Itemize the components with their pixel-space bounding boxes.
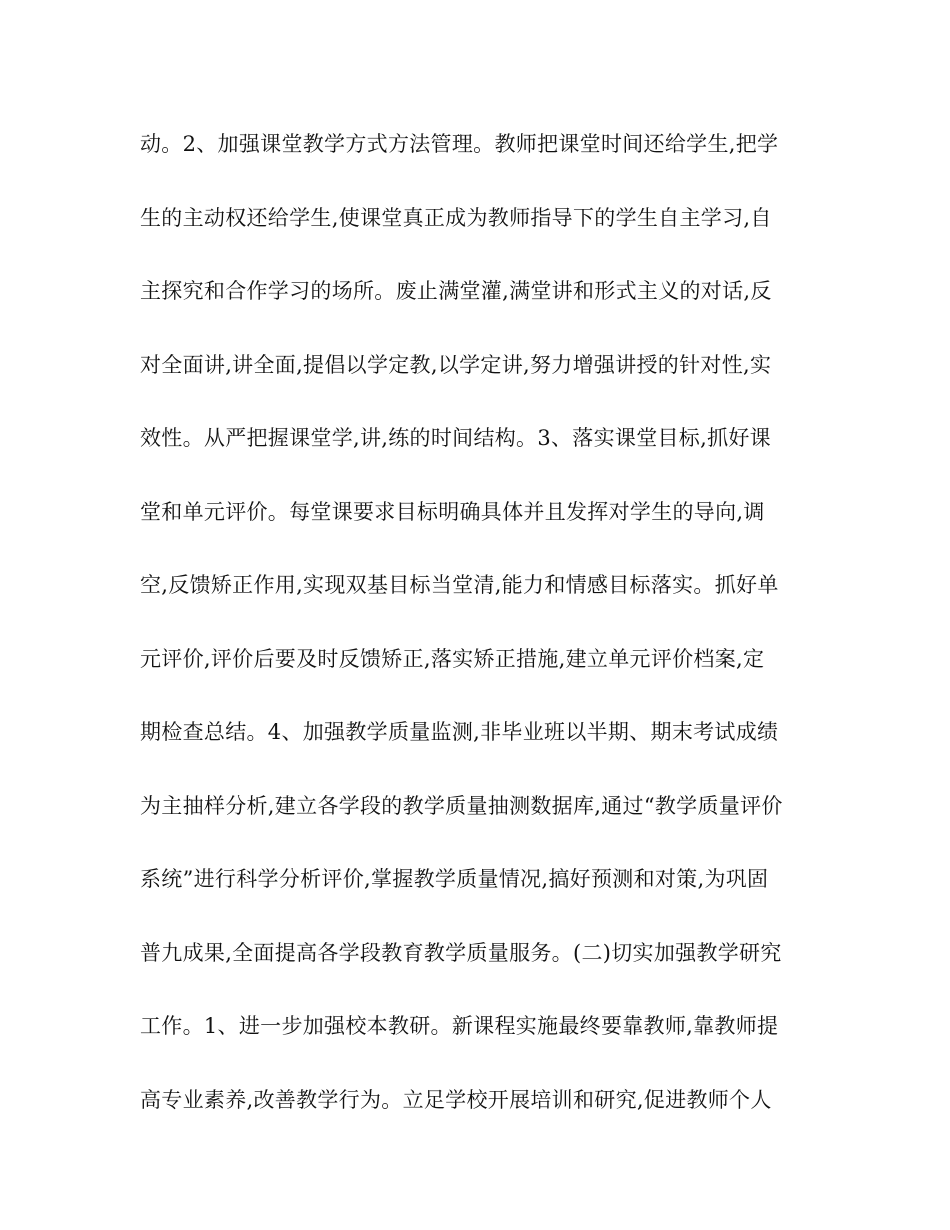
text-line: 期检查总结。4、加强教学质量监测,非毕业班以半期、期末考试成绩 (140, 720, 779, 744)
text-line: 高专业素养,改善教学行为。立足学校开展培训和研究,促进教师个人 (140, 1087, 772, 1112)
text-line: 效性。从严把握课堂学,讲,练的时间结构。3、落实课堂目标,抓好课 (140, 426, 771, 450)
text-line: 为主抽样分析,建立各学段的教学质量抽测数据库,通过“教学质量评价 (140, 793, 783, 818)
text-line: 元评价,评价后要及时反馈矫正,落实矫正措施,建立单元评价档案,定 (140, 646, 765, 671)
text-line: 空,反馈矫正作用,实现双基目标当堂清,能力和情感目标落实。抓好单 (140, 573, 779, 597)
text-line: 生的主动权还给学生,使课堂真正成为教师指导下的学生自主学习,自 (140, 205, 772, 230)
text-line: 动。2、加强课堂教学方式方法管理。教师把课堂时间还给学生,把学 (140, 132, 779, 156)
text-line: 普九成果,全面提高各学段教育教学质量服务。(二)切实加强教学研究 (140, 940, 782, 965)
text-line: 主探究和合作学习的场所。废止满堂灌,满堂讲和形式主义的对话,反 (140, 279, 772, 303)
text-line: 工作。1、进一步加强校本教研。新课程实施最终要靠教师,靠教师提 (140, 1014, 779, 1038)
text-line: 堂和单元评价。每堂课要求目标明确具体并且发挥对学生的导向,调 (140, 499, 765, 524)
text-line: 系统”进行科学分析评价,掌握教学质量情况,搞好预测和对策,为巩固 (140, 867, 769, 891)
text-line: 对全面讲,讲全面,提倡以学定教,以学定讲,努力增强讲授的针对性,实 (140, 352, 772, 377)
body-text (140, 124, 820, 1153)
